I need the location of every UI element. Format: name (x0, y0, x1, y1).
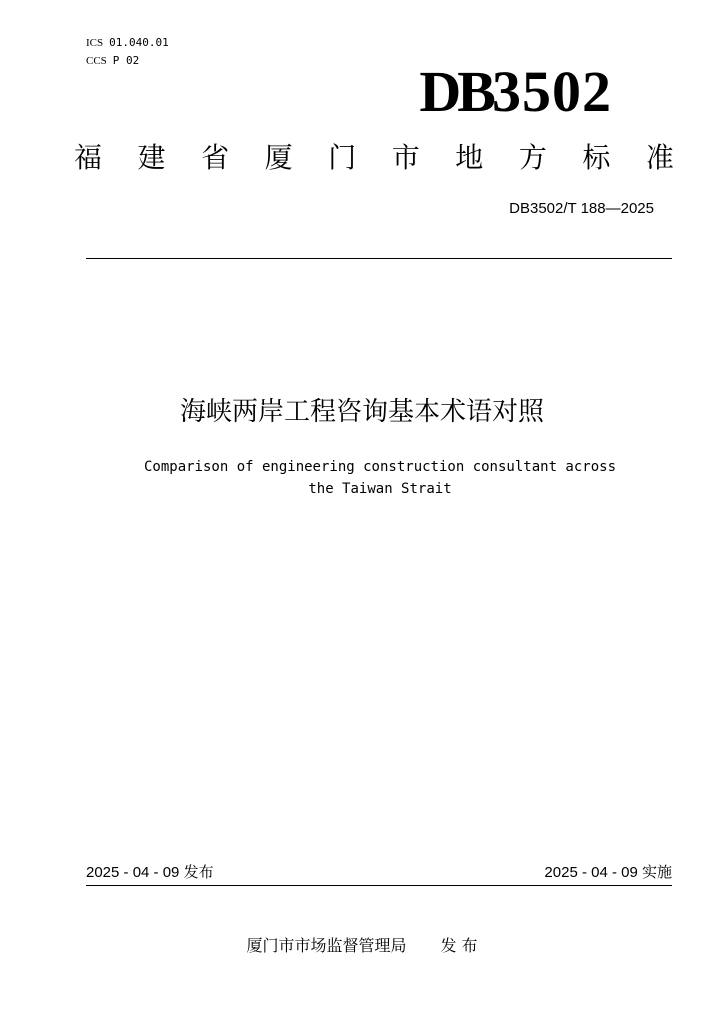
standard-type-heading (74, 138, 674, 178)
db-logo-prefix: DB (419, 59, 492, 124)
standard-type-char: 标 (582, 141, 611, 174)
standard-type-char: 市 (391, 141, 420, 174)
standard-type-char: 建 (137, 141, 166, 174)
issuer-line (0, 934, 724, 958)
bottom-divider (86, 885, 672, 886)
standard-type-char: 方 (518, 141, 547, 174)
standard-type-char: 福 (74, 141, 103, 174)
ccs-classification (86, 54, 139, 68)
implementation-date: 2025 - 04 - 09 实施 (544, 864, 672, 881)
english-title-line-2: the Taiwan Strait (308, 481, 452, 497)
db-logo-region-code: 3502 (492, 59, 612, 124)
standard-type-char: 省 (201, 141, 230, 174)
document-title-chinese: 海峡两岸工程咨询基本术语对照 (179, 397, 544, 427)
standard-type-char: 地 (455, 141, 484, 174)
issuer-name: 厦门市市场监督管理局 (246, 936, 407, 955)
issue-date: 2025 - 04 - 09 发布 (86, 864, 214, 881)
issuer-action: 发 布 (440, 936, 478, 955)
standard-number: DB3502/T 188—2025 (509, 200, 654, 217)
ccs-code: P 02 (112, 54, 140, 67)
ics-classification (86, 36, 169, 50)
english-title-line-1: Comparison of engineering construction consultant across (143, 459, 616, 475)
ccs-label: CCS (86, 55, 107, 67)
ics-code: 01.040.01 (109, 36, 169, 49)
db-logo (419, 59, 612, 124)
document-title-english (120, 456, 640, 500)
ics-label: ICS (86, 37, 104, 49)
standard-type-char: 准 (645, 141, 674, 174)
top-divider (86, 258, 672, 259)
standard-type-char: 厦 (264, 141, 293, 174)
standard-type-char: 门 (328, 141, 357, 174)
